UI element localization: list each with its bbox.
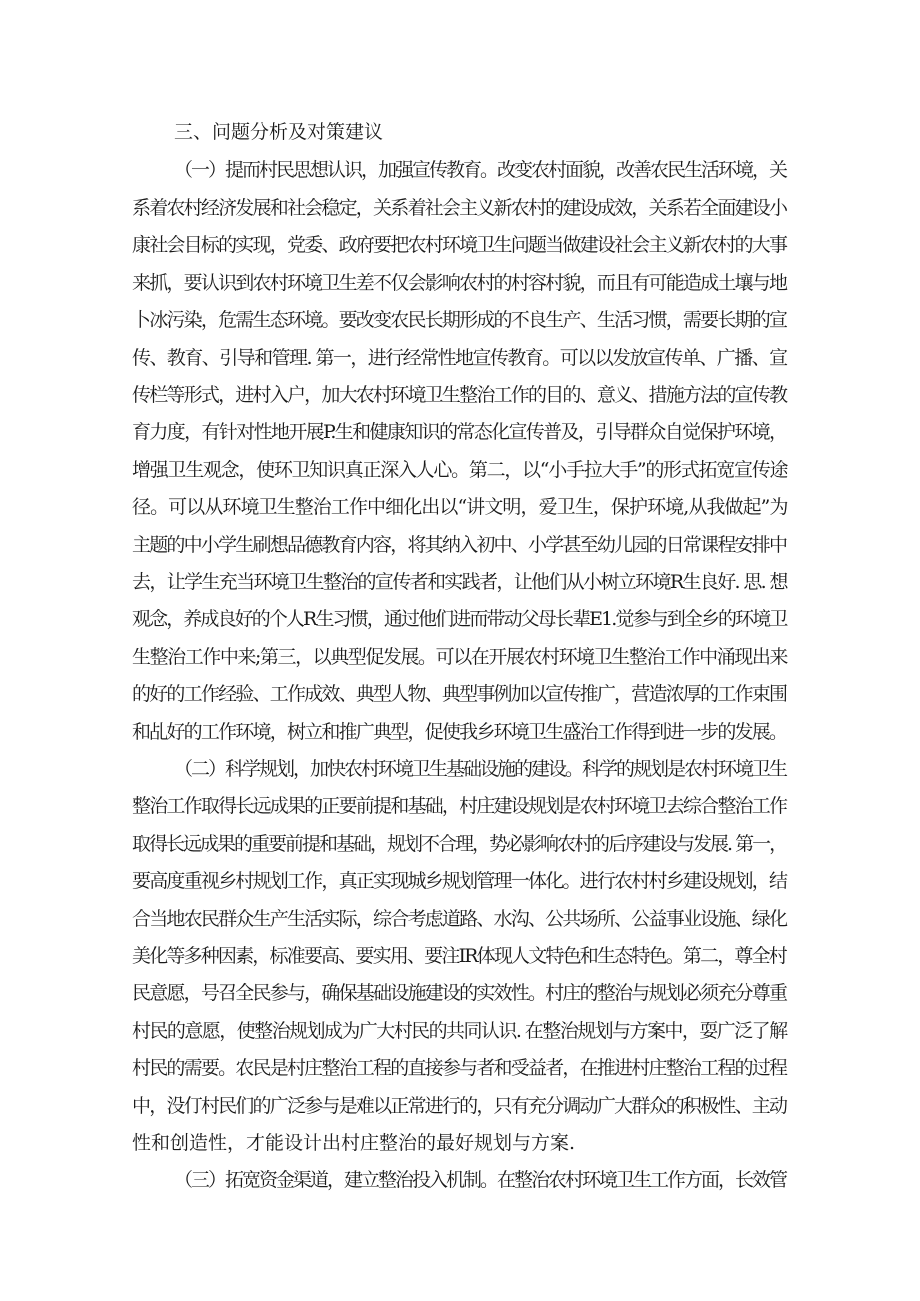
paragraph-1-line-3: 康社会目标的实现，党委、政府要把农村环境卫生问题当做建设社会主义新农村的大事: [132, 234, 787, 256]
paragraph-1-line-4: 来抓，要认识到农村环境卫生差不仅会影响农村的村容村貌，而且有可能造成土壤与地: [132, 272, 787, 294]
paragraph-1-line-13: 观念，养成良好的个人R生习惯，通过他们进而带动父母长辈E1.觉参与到全乡的环境卫: [132, 608, 787, 630]
paragraph-2-line-3: 取得长远成果的重要前提和基础，规划不合理，势必影响农村的后序建设与发展. 第一，: [132, 833, 787, 855]
paragraph-2-line-11: 性和创造性，才能设计出村庄整治的最好规划与方案.: [132, 1132, 576, 1154]
paragraph-1-line-6: 传、教育、引导和管理. 第一，进行经常性地宣传教育。可以以发放宣传单、广播、宣: [132, 347, 787, 369]
paragraph-1-line-12: 去，让学生充当环境卫生整治的宣传者和实践者，让他们从小树立环境R生良好. 思. 想: [132, 571, 787, 593]
paragraph-2-line-10: 中，没仃村民们的广泛参与是难以正常进行的，只有充分调动广大群众的积极性、主动: [132, 1095, 787, 1117]
paragraph-2-line-9: 村民的需要。农民是村庄整治工程的直接参与者和受益者，在推进村庄整治工程的过程: [132, 1057, 787, 1079]
paragraph-1-line-16: 和乩好的工作环境，树立和推广典型，促使我乡环境卫生盛治工作得到进一步的发展。: [132, 721, 787, 743]
paragraph-2-line-7: 民意愿，号召全民参与，确保基础设施建设的实效性。村庄的整治与规划必须充分尊重: [132, 982, 787, 1004]
paragraph-1-line-7: 传栏等形式，进村入户，加大农村环境卫生整治工作的目的、意义、措施方法的宣传教: [132, 384, 787, 406]
section-heading: 三、问题分析及对策建议: [174, 121, 384, 143]
paragraph-2-line-6: 美化等多种因素，标准要高、要实用、要注IR体现人文特色和生态特色。第二，尊全村: [132, 945, 786, 967]
paragraph-1-line-11: 主题的中小学生刷想品德教育内容，将其纳入初中、小学甚至幼儿园的日常课程安排中: [132, 534, 787, 556]
paragraph-1-line-8: 育力度，有针对性地开展P.生和健康知识的常态化宣传普及，引导群众自觉保护环境，: [132, 421, 787, 443]
paragraph-2-line-8: 村民的意愿，使整治规划成为广大村民的共同认识. 在整治规划与方案中，耍广泛了解: [132, 1020, 787, 1042]
paragraph-2-line-2: 整治工作取得长远成果的正要前提和基础，村庄建设规划是农村环境卫去综合整治工作: [132, 795, 787, 817]
paragraph-1-line-10: 径。可以从环境卫生整治工作中细化出以“讲文明，爱卫生，保护环境,从我做起”为: [132, 496, 788, 518]
paragraph-2-line-1: （二）科学规划，加快农村环境卫生基础设施的建设。科学的规划是农村环境卫生: [174, 758, 787, 780]
paragraph-1-line-1: （一）提而村民思想认识，加强宣传教育。改变农村面貌，改善农民生活环境，关: [174, 159, 787, 181]
paragraph-1-line-9: 增强卫生观念，使环卫知识真正深入人心。第二，以“小手拉大手”的形式拓宽宣传途: [132, 459, 788, 481]
paragraph-1-line-14: 生整治工作中来;第三，以典型促发展。可以在开展农村环境卫生整治工作中涌现出来: [132, 646, 787, 668]
paragraph-1-line-5: 卜冰污染，危需生态环境。要改变农民长期形成的不良生产、生活习惯，需要长期的宣: [132, 309, 787, 331]
paragraph-2-line-4: 要高度重视乡村规划工作，真正实现城乡规划管理一体化。进行农村村乡建设规划，结: [132, 870, 787, 892]
paragraph-1-line-15: 的好的工作经验、工作成效、典型人物、典型事例加以宣传推广，营造浓厚的工作束围: [132, 683, 787, 705]
paragraph-2-line-5: 合当地农民群众生产生活实际，综合考虑道路、水沟、公共场所、公益事业设施、绿化: [132, 908, 787, 930]
paragraph-1-line-2: 系着农村经济发展和社会稳定，关系着社会主义新农村的建设成效，关系若全面建设小: [132, 197, 787, 219]
paragraph-3-line-1: （三）拓宽资金渠道，建立整治投入机制。在整治农村环境卫生工作方面，长效管: [174, 1169, 787, 1191]
